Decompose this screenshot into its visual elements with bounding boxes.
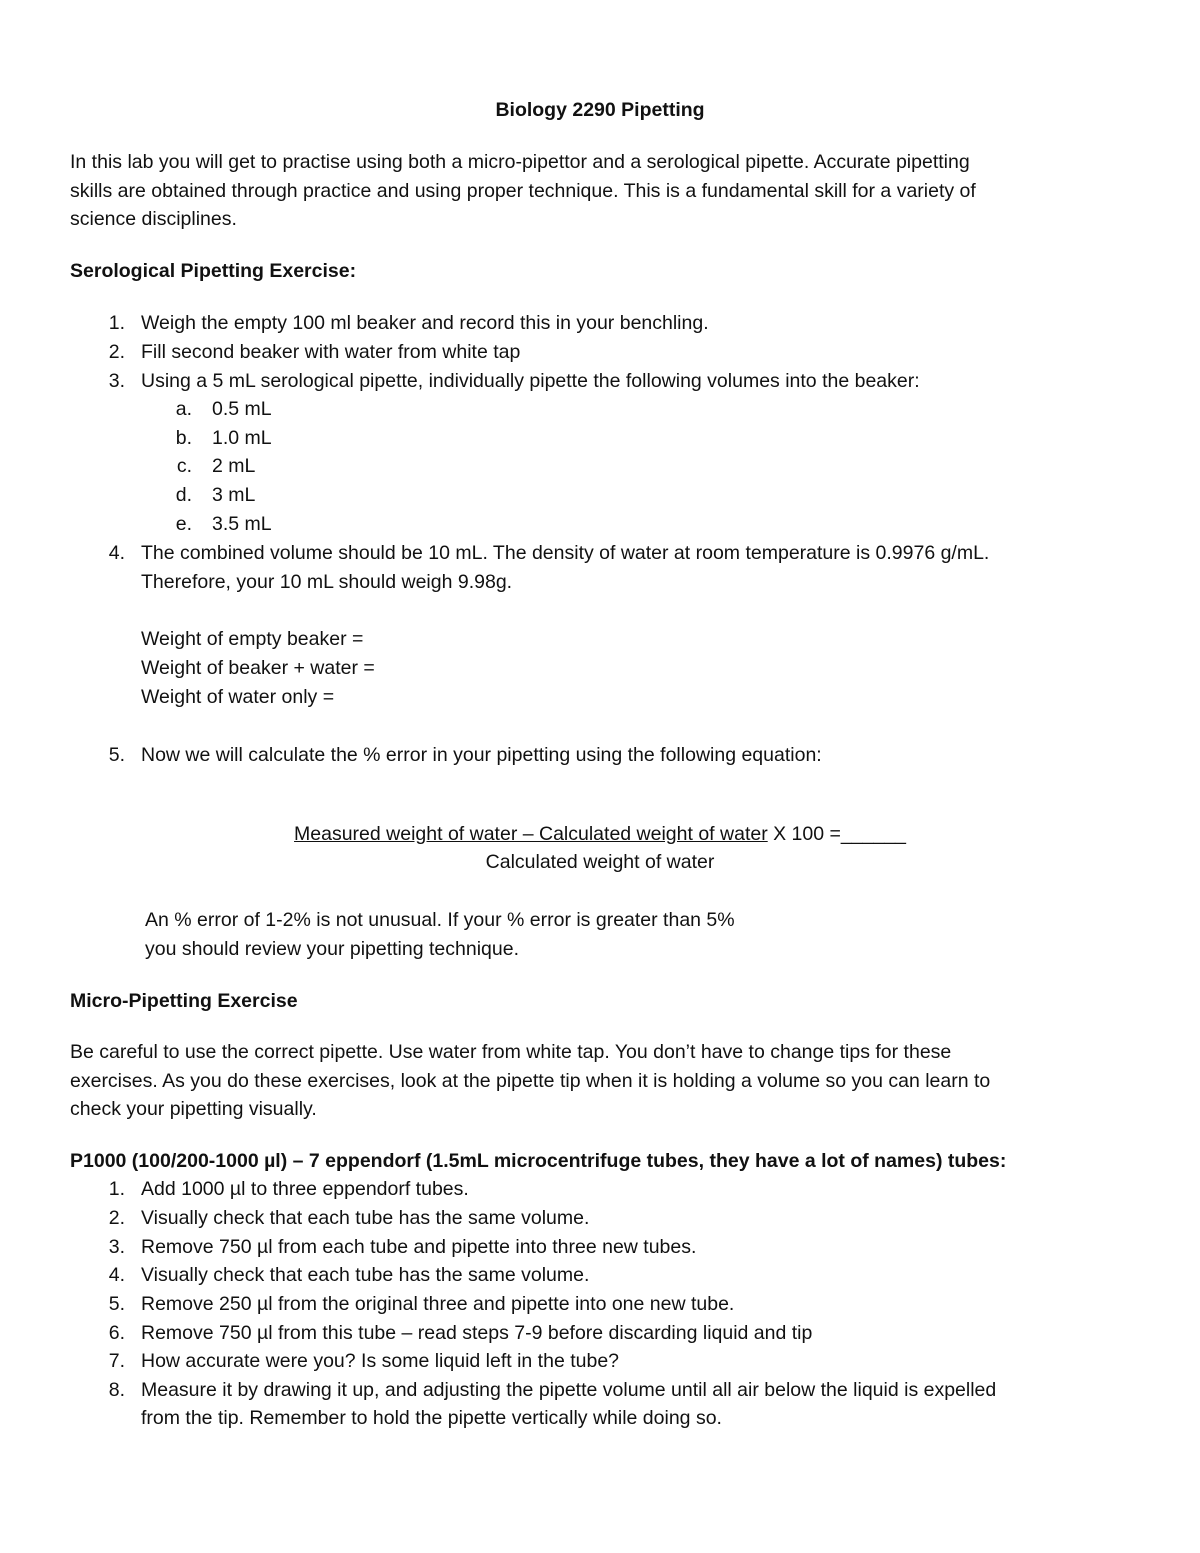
equation-numerator-line <box>0 825 1200 845</box>
serological-heading: Serological Pipetting Exercise: <box>70 260 357 282</box>
volume-item-b: 1.0 mL <box>212 427 272 449</box>
volume-letter: b. <box>175 427 192 449</box>
equation-multiplier: X 100 = <box>767 823 841 845</box>
weight-beaker-water: Weight of beaker + water = <box>141 657 375 679</box>
micro-step-3: Remove 750 µl from each tube and pipette into three new tubes. <box>141 1236 697 1258</box>
micro-step-8-cont: from the tip. Remember to hold the pipette vertically while doing so. <box>141 1407 722 1429</box>
volume-letter: c. <box>176 455 192 477</box>
serological-step-3: Using a 5 mL serological pipette, individually pipette the following volumes into the beaker: <box>141 370 920 392</box>
step-number: 3. <box>108 1236 125 1258</box>
step-number: 1. <box>108 312 125 334</box>
micro-step-4: Visually check that each tube has the same volume. <box>141 1264 590 1286</box>
micro-step-8: Measure it by drawing it up, and adjusting the pipette volume until all air below the liquid is expelled <box>141 1379 997 1401</box>
volume-item-c: 2 mL <box>212 455 256 477</box>
intro-line-2: skills are obtained through practice and using proper technique. This is a fundamental skill for a variety of <box>70 180 976 202</box>
micro-step-2: Visually check that each tube has the same volume. <box>141 1207 590 1229</box>
volume-item-a: 0.5 mL <box>212 398 272 420</box>
weight-empty-beaker: Weight of empty beaker = <box>141 628 364 650</box>
step-number: 2. <box>108 341 125 363</box>
equation-blank: ______ <box>840 823 906 845</box>
serological-step-4-line-2: Therefore, your 10 mL should weigh 9.98g. <box>141 571 513 593</box>
micro-step-6: Remove 750 µl from this tube – read steps 7-9 before discarding liquid and tip <box>141 1322 813 1344</box>
volume-item-e: 3.5 mL <box>212 513 272 535</box>
volume-letter: e. <box>175 513 192 535</box>
intro-line-3: science disciplines. <box>70 208 237 230</box>
serological-step-1: Weigh the empty 100 ml beaker and record this in your benchling. <box>141 312 709 334</box>
volume-letter: a. <box>175 398 192 420</box>
micro-step-5: Remove 250 µl from the original three and pipette into one new tube. <box>141 1293 735 1315</box>
step-number: 1. <box>108 1178 125 1200</box>
weight-water-only: Weight of water only = <box>141 686 335 708</box>
step-number: 6. <box>108 1322 125 1344</box>
step-number: 4. <box>108 1264 125 1286</box>
micro-intro-line-2: exercises. As you do these exercises, look at the pipette tip when it is holding a volume so you can learn to <box>70 1070 991 1092</box>
serological-step-4-line-1: The combined volume should be 10 mL. The density of water at room temperature is 0.9976 g/mL. <box>141 542 990 564</box>
step-number: 2. <box>108 1207 125 1229</box>
volume-letter: d. <box>175 484 192 506</box>
p1000-heading: P1000 (100/200-1000 µl) – 7 eppendorf (1.5mL microcentrifuge tubes, they have a lot of names) tubes: <box>70 1150 1007 1172</box>
serological-step-5: Now we will calculate the % error in your pipetting using the following equation: <box>141 744 822 766</box>
step-number: 8. <box>108 1379 125 1401</box>
volume-item-d: 3 mL <box>212 484 256 506</box>
step-number: 4. <box>108 542 125 564</box>
step-number: 3. <box>108 370 125 392</box>
serological-step-2: Fill second beaker with water from white tap <box>141 341 521 363</box>
step-number: 5. <box>108 744 125 766</box>
intro-line-1: In this lab you will get to practise using both a micro-pipettor and a serological pipette. Accurate pipetting <box>70 151 970 173</box>
micro-intro-line-3: check your pipetting visually. <box>70 1098 317 1120</box>
page-title: Biology 2290 Pipetting <box>495 99 705 121</box>
micro-heading: Micro-Pipetting Exercise <box>70 990 298 1012</box>
equation-numerator: Measured weight of water – Calculated weight of water <box>294 823 768 845</box>
step-number: 5. <box>108 1293 125 1315</box>
error-note-line-2: you should review your pipetting technique. <box>145 938 519 960</box>
equation-denominator: Calculated weight of water <box>485 851 715 873</box>
error-note-line-1: An % error of 1-2% is not unusual. If your % error is greater than 5% <box>145 909 735 931</box>
micro-intro-line-1: Be careful to use the correct pipette. Use water from white tap. You don’t have to change tips for these <box>70 1041 952 1063</box>
micro-step-1: Add 1000 µl to three eppendorf tubes. <box>141 1178 469 1200</box>
micro-step-7: How accurate were you? Is some liquid left in the tube? <box>141 1350 620 1372</box>
step-number: 7. <box>108 1350 125 1372</box>
